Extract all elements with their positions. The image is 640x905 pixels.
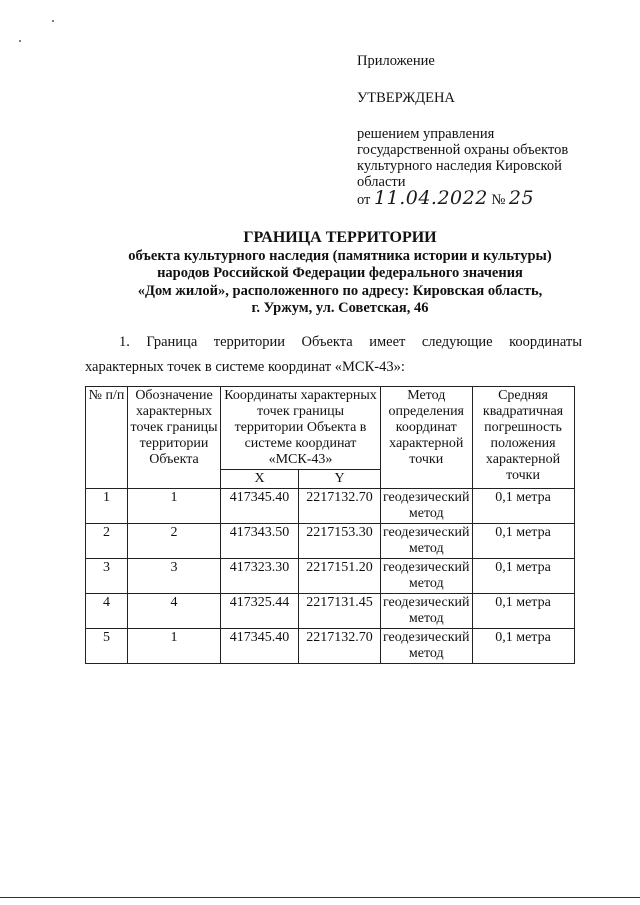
table-row (86, 594, 575, 629)
decision-line: решением управления (357, 126, 495, 142)
cell-point: 3 (128, 559, 221, 594)
cell-error: 0,1 метра (472, 594, 574, 629)
table-row (86, 629, 575, 664)
appendix-text: Приложение (357, 53, 435, 69)
cell-error: 0,1 метра (472, 629, 574, 664)
cell-method: геодезический метод (381, 524, 473, 559)
cell-num: 5 (86, 629, 128, 664)
cell-method: геодезический метод (381, 629, 473, 664)
cell-point: 4 (128, 594, 221, 629)
table-header-row (86, 387, 575, 470)
cell-y: 2217132.70 (299, 629, 381, 664)
header-coords: Координаты характерных точек границы территории Объекта в системе координат «МСК-43» (221, 387, 381, 470)
date-prefix: от (357, 192, 371, 208)
approved-text: УТВЕРЖДЕНА (357, 90, 455, 106)
header-designation: Обозначение характерных точек границы территории Объекта (128, 387, 221, 489)
cell-x: 417323.30 (221, 559, 299, 594)
paragraph-line-1: 1. Граница территории Объекта имеет следующие координаты (119, 334, 582, 350)
scan-speck (52, 20, 54, 22)
title-line: объекта культурного наследия (памятника истории и культуры) (128, 247, 552, 264)
cell-error: 0,1 метра (472, 559, 574, 594)
decision-block (357, 126, 568, 208)
cell-method: геодезический метод (381, 489, 473, 524)
coordinates-table (85, 386, 575, 664)
header-x: X (221, 470, 299, 489)
cell-error: 0,1 метра (472, 524, 574, 559)
paragraph-line-2: характерных точек в системе координат «МСК-43»: (85, 359, 405, 375)
cell-point: 2 (128, 524, 221, 559)
header-y: Y (299, 470, 381, 489)
appendix-label (357, 53, 435, 69)
cell-method: геодезический метод (381, 559, 473, 594)
decision-line: культурного наследия Кировской (357, 158, 562, 174)
cell-point: 1 (128, 629, 221, 664)
cell-num: 4 (86, 594, 128, 629)
cell-num: 2 (86, 524, 128, 559)
table-row (86, 489, 575, 524)
title-line: народов Российской Федерации федерального значения (157, 265, 523, 281)
cell-point: 1 (128, 489, 221, 524)
scan-speck (19, 40, 21, 42)
title-line: г. Уржум, ул. Советская, 46 (251, 300, 429, 316)
table-row (86, 524, 575, 559)
cell-x: 417325.44 (221, 594, 299, 629)
header-num: № п/п (86, 387, 128, 489)
date-line (357, 187, 568, 209)
decision-line: государственной охраны объектов (357, 142, 569, 158)
approved-label (357, 90, 455, 106)
cell-num: 1 (86, 489, 128, 524)
decision-line: области (357, 174, 406, 190)
cell-y: 2217153.30 (299, 524, 381, 559)
cell-num: 3 (86, 559, 128, 594)
cell-error: 0,1 метра (472, 489, 574, 524)
cell-x: 417345.40 (221, 489, 299, 524)
title-main: ГРАНИЦА ТЕРРИТОРИИ (243, 229, 437, 246)
header-error: Средняя квадратичная погрешность положения характерной точки (472, 387, 574, 489)
cell-x: 417343.50 (221, 524, 299, 559)
document-title (60, 229, 620, 318)
header-method: Метод определения координат характерной точки (381, 387, 473, 489)
title-line: «Дом жилой», расположенного по адресу: Кировская область, (137, 282, 543, 299)
scan-edge-line (0, 897, 640, 898)
decision-date: 11.04.2022 (374, 187, 488, 209)
cell-y: 2217151.20 (299, 559, 381, 594)
cell-y: 2217132.70 (299, 489, 381, 524)
cell-method: геодезический метод (381, 594, 473, 629)
number-label: № (491, 192, 506, 208)
cell-y: 2217131.45 (299, 594, 381, 629)
cell-x: 417345.40 (221, 629, 299, 664)
table-row (86, 559, 575, 594)
decision-number: 25 (508, 187, 535, 209)
